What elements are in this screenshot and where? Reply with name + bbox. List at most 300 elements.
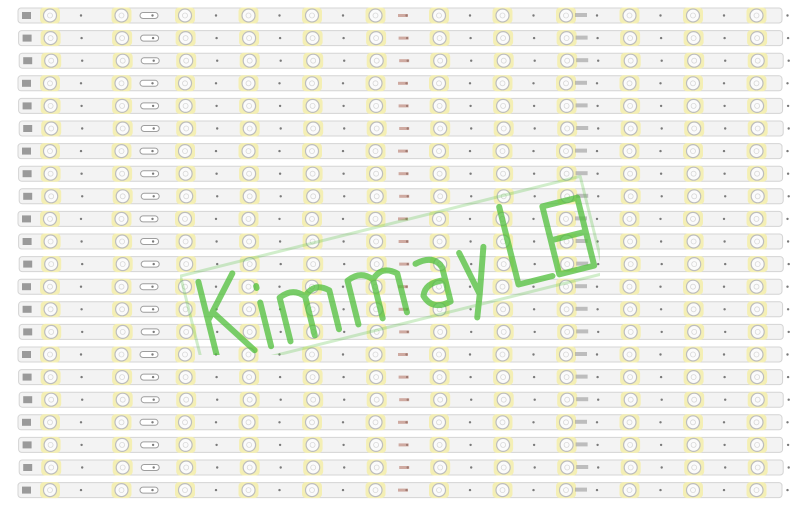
- mounting-hole: [141, 329, 159, 335]
- led-lens: [179, 303, 192, 316]
- led-lens: [688, 54, 701, 67]
- mounting-hole: [140, 419, 158, 425]
- print-mark: [576, 194, 588, 198]
- led-lens: [751, 235, 764, 248]
- led-lens: [434, 190, 447, 203]
- mounting-hole: [141, 58, 159, 64]
- component-dot: [215, 105, 217, 107]
- component-dot: [723, 421, 725, 423]
- led-lens: [561, 461, 574, 474]
- led-lens: [623, 348, 636, 361]
- component-dot: [343, 127, 345, 129]
- component-dot: [151, 218, 153, 220]
- print-mark: [399, 466, 409, 469]
- component-dot: [279, 376, 281, 378]
- led-lens: [433, 99, 446, 112]
- print-mark: [399, 376, 409, 379]
- print-mark: [398, 217, 408, 220]
- led-lens: [560, 438, 573, 451]
- component-dot: [597, 399, 599, 401]
- led-lens: [497, 371, 510, 384]
- led-lens: [688, 461, 701, 474]
- led-lens: [560, 167, 573, 180]
- led-lens: [180, 190, 193, 203]
- component-dot: [278, 14, 280, 16]
- component-dot: [532, 150, 534, 152]
- led-lens: [497, 122, 510, 135]
- component-dot: [534, 399, 536, 401]
- component-dot: [216, 399, 218, 401]
- led-lens: [750, 348, 763, 361]
- component-dot: [215, 218, 217, 220]
- led-lens: [45, 393, 58, 406]
- led-lens: [179, 99, 192, 112]
- print-mark: [576, 239, 588, 243]
- component-dot: [470, 331, 472, 333]
- component-dot: [532, 218, 534, 220]
- component-dot: [80, 489, 82, 491]
- led-lens: [560, 145, 573, 158]
- component-dot: [596, 489, 598, 491]
- component-dot: [152, 308, 154, 310]
- led-lens: [687, 484, 700, 497]
- component-dot: [469, 82, 471, 84]
- led-lens: [624, 32, 637, 45]
- print-mark: [576, 307, 588, 311]
- component-dot: [788, 263, 790, 265]
- component-dot: [342, 240, 344, 242]
- led-lens: [560, 212, 573, 225]
- component-dot: [80, 105, 82, 107]
- component-dot: [278, 353, 280, 355]
- strip-connector: [23, 170, 32, 177]
- led-lens: [370, 325, 383, 338]
- led-lens: [751, 393, 764, 406]
- led-lens: [751, 461, 764, 474]
- component-dot: [786, 218, 788, 220]
- led-lens: [624, 258, 637, 271]
- mounting-hole: [141, 442, 159, 448]
- component-dot: [723, 150, 725, 152]
- led-lens: [497, 190, 510, 203]
- component-dot: [342, 444, 344, 446]
- component-dot: [81, 195, 83, 197]
- led-lens: [243, 54, 256, 67]
- led-lens: [44, 32, 57, 45]
- led-lens: [370, 167, 383, 180]
- mounting-hole: [140, 148, 158, 154]
- led-lens: [434, 461, 447, 474]
- component-dot: [153, 60, 155, 62]
- led-lens: [624, 438, 637, 451]
- component-dot: [532, 14, 534, 16]
- component-dot: [470, 60, 472, 62]
- component-dot: [81, 263, 83, 265]
- led-lens: [561, 393, 574, 406]
- led-lens: [560, 303, 573, 316]
- component-dot: [786, 150, 788, 152]
- led-lens: [242, 212, 255, 225]
- component-dot: [342, 105, 344, 107]
- component-dot: [788, 127, 790, 129]
- component-dot: [534, 263, 536, 265]
- led-lens: [433, 280, 446, 293]
- component-dot: [151, 421, 153, 423]
- led-lens: [242, 348, 255, 361]
- component-dot: [469, 105, 471, 107]
- led-lens: [751, 371, 764, 384]
- component-dot: [81, 127, 83, 129]
- led-lens: [179, 416, 192, 429]
- strip-connector: [23, 35, 32, 42]
- component-dot: [724, 127, 726, 129]
- component-dot: [596, 376, 598, 378]
- print-mark: [398, 353, 408, 356]
- component-dot: [596, 240, 598, 242]
- led-lens: [179, 167, 192, 180]
- component-dot: [279, 173, 281, 175]
- led-strip: [19, 369, 800, 385]
- component-dot: [279, 444, 281, 446]
- led-lens: [115, 416, 128, 429]
- led-lens: [179, 9, 192, 22]
- component-dot: [80, 150, 82, 152]
- led-lens: [180, 393, 193, 406]
- component-dot: [469, 37, 471, 39]
- component-dot: [80, 240, 82, 242]
- led-lens: [497, 325, 510, 338]
- component-dot: [215, 444, 217, 446]
- led-lens: [560, 32, 573, 45]
- led-lens: [306, 484, 319, 497]
- component-dot: [343, 60, 345, 62]
- print-mark: [399, 330, 409, 333]
- component-dot: [469, 421, 471, 423]
- print-mark: [576, 465, 588, 469]
- mounting-hole: [140, 352, 158, 358]
- led-lens: [750, 9, 763, 22]
- component-dot: [280, 331, 282, 333]
- led-lens: [433, 77, 446, 90]
- strip-connector: [22, 148, 31, 155]
- component-dot: [215, 82, 217, 84]
- led-lens: [687, 235, 700, 248]
- component-dot: [660, 308, 662, 310]
- led-lens: [751, 99, 764, 112]
- component-dot: [533, 240, 535, 242]
- component-dot: [787, 308, 789, 310]
- component-dot: [660, 37, 662, 39]
- led-lens: [497, 438, 510, 451]
- component-dot: [151, 14, 153, 16]
- component-dot: [786, 286, 788, 288]
- component-dot: [278, 82, 280, 84]
- led-lens: [180, 325, 193, 338]
- component-dot: [534, 331, 536, 333]
- component-dot: [470, 195, 472, 197]
- component-dot: [534, 195, 536, 197]
- led-lens: [687, 371, 700, 384]
- led-strip: [19, 121, 800, 137]
- led-lens: [307, 461, 320, 474]
- led-lens: [44, 416, 57, 429]
- component-dot: [786, 14, 788, 16]
- led-lens: [433, 303, 446, 316]
- component-dot: [216, 195, 218, 197]
- led-strip: [19, 437, 800, 453]
- led-lens: [243, 190, 256, 203]
- component-dot: [661, 466, 663, 468]
- led-lens: [623, 145, 636, 158]
- led-lens: [369, 416, 382, 429]
- led-lens: [369, 280, 382, 293]
- component-dot: [215, 37, 217, 39]
- component-dot: [470, 127, 472, 129]
- strip-connector: [22, 351, 31, 358]
- mounting-hole: [141, 35, 159, 41]
- led-lens: [370, 303, 383, 316]
- led-lens: [306, 348, 319, 361]
- strip-connector: [23, 464, 32, 471]
- led-lens: [624, 393, 637, 406]
- led-strip: [18, 75, 800, 91]
- led-strip: [19, 98, 800, 114]
- component-dot: [280, 60, 282, 62]
- component-dot: [660, 240, 662, 242]
- led-lens: [306, 77, 319, 90]
- mounting-hole: [141, 193, 159, 199]
- component-dot: [723, 82, 725, 84]
- print-mark: [399, 37, 409, 40]
- led-lens: [434, 325, 447, 338]
- led-lens: [306, 9, 319, 22]
- led-lens: [624, 371, 637, 384]
- led-lens: [370, 54, 383, 67]
- led-lens: [750, 416, 763, 429]
- component-dot: [660, 105, 662, 107]
- led-lens: [115, 9, 128, 22]
- led-lens: [623, 416, 636, 429]
- led-lens: [497, 393, 510, 406]
- led-lens: [623, 280, 636, 293]
- component-dot: [342, 353, 344, 355]
- led-lens: [624, 190, 637, 203]
- strip-connector: [22, 215, 31, 222]
- component-dot: [343, 466, 345, 468]
- led-lens: [496, 416, 509, 429]
- led-lens: [116, 54, 129, 67]
- component-dot: [723, 105, 725, 107]
- component-dot: [533, 37, 535, 39]
- mounting-hole: [141, 465, 159, 471]
- led-lens: [370, 122, 383, 135]
- led-lens: [243, 438, 256, 451]
- component-dot: [279, 240, 281, 242]
- led-lens: [242, 416, 255, 429]
- print-mark: [399, 263, 409, 266]
- led-lens: [687, 145, 700, 158]
- component-dot: [660, 444, 662, 446]
- led-lens: [561, 122, 574, 135]
- component-dot: [724, 195, 726, 197]
- mounting-hole: [141, 306, 159, 312]
- led-lens: [624, 99, 637, 112]
- led-lens: [44, 371, 57, 384]
- component-dot: [532, 421, 534, 423]
- print-mark: [399, 104, 409, 107]
- led-lens: [687, 438, 700, 451]
- led-lens: [180, 461, 193, 474]
- component-dot: [532, 489, 534, 491]
- component-dot: [152, 444, 154, 446]
- led-lens: [115, 348, 128, 361]
- component-dot: [342, 489, 344, 491]
- component-dot: [596, 353, 598, 355]
- led-lens: [370, 461, 383, 474]
- component-dot: [724, 466, 726, 468]
- led-lens: [242, 77, 255, 90]
- led-lens: [687, 280, 700, 293]
- led-strip: [19, 166, 800, 182]
- component-dot: [723, 353, 725, 355]
- led-lens: [116, 325, 129, 338]
- component-dot: [659, 218, 661, 220]
- led-lens: [434, 393, 447, 406]
- component-dot: [787, 240, 789, 242]
- led-lens: [306, 99, 319, 112]
- led-lens: [433, 235, 446, 248]
- component-dot: [659, 82, 661, 84]
- component-dot: [151, 82, 153, 84]
- led-lens: [560, 235, 573, 248]
- led-lens: [624, 303, 637, 316]
- led-lens: [433, 484, 446, 497]
- led-lens: [370, 99, 383, 112]
- component-dot: [597, 263, 599, 265]
- led-strip: [19, 256, 800, 272]
- print-mark: [576, 397, 588, 401]
- component-dot: [81, 331, 83, 333]
- component-dot: [280, 127, 282, 129]
- component-dot: [786, 82, 788, 84]
- mounting-hole: [140, 284, 158, 290]
- led-lens: [44, 303, 57, 316]
- led-lens: [179, 212, 192, 225]
- led-lens: [306, 438, 319, 451]
- led-lens: [560, 371, 573, 384]
- led-strip: [19, 460, 800, 476]
- component-dot: [533, 105, 535, 107]
- led-lens: [750, 280, 763, 293]
- led-lens: [243, 99, 256, 112]
- component-dot: [661, 331, 663, 333]
- component-dot: [469, 173, 471, 175]
- led-lens: [561, 325, 574, 338]
- led-lens: [497, 258, 510, 271]
- led-lens: [623, 77, 636, 90]
- print-mark: [576, 36, 588, 40]
- led-lens: [116, 461, 129, 474]
- component-dot: [153, 263, 155, 265]
- led-lens: [433, 438, 446, 451]
- component-dot: [215, 286, 217, 288]
- led-lens: [687, 32, 700, 45]
- led-lens: [115, 145, 128, 158]
- strip-connector: [23, 57, 32, 64]
- component-dot: [342, 173, 344, 175]
- led-lens: [370, 32, 383, 45]
- component-dot: [80, 286, 82, 288]
- mounting-hole: [140, 13, 158, 19]
- led-lens: [561, 54, 574, 67]
- led-lens: [688, 258, 701, 271]
- strip-connector: [23, 306, 32, 313]
- component-dot: [787, 376, 789, 378]
- print-mark: [399, 195, 409, 198]
- led-lens: [433, 32, 446, 45]
- led-lens: [307, 122, 320, 135]
- component-dot: [723, 286, 725, 288]
- led-lens: [243, 122, 256, 135]
- led-lens: [751, 258, 764, 271]
- component-dot: [659, 489, 661, 491]
- component-dot: [788, 399, 790, 401]
- component-dot: [470, 466, 472, 468]
- strip-connector: [22, 419, 31, 426]
- component-dot: [660, 376, 662, 378]
- led-lens: [116, 438, 129, 451]
- mounting-hole: [141, 126, 159, 132]
- led-lens: [306, 167, 319, 180]
- component-dot: [534, 127, 536, 129]
- print-mark: [398, 285, 408, 288]
- print-mark: [575, 284, 587, 288]
- led-lens: [433, 145, 446, 158]
- led-lens: [369, 348, 382, 361]
- led-lens: [497, 461, 510, 474]
- component-dot: [80, 173, 82, 175]
- component-dot: [786, 489, 788, 491]
- led-lens: [560, 280, 573, 293]
- component-dot: [534, 60, 536, 62]
- led-lens: [116, 393, 129, 406]
- led-lens: [751, 167, 764, 180]
- component-dot: [787, 105, 789, 107]
- led-strip: [19, 324, 800, 340]
- mounting-hole: [141, 397, 159, 403]
- print-mark: [576, 375, 588, 379]
- component-dot: [342, 218, 344, 220]
- component-dot: [723, 489, 725, 491]
- print-mark: [399, 172, 409, 175]
- component-dot: [533, 444, 535, 446]
- led-lens: [433, 212, 446, 225]
- component-dot: [343, 399, 345, 401]
- component-dot: [278, 489, 280, 491]
- component-dot: [597, 127, 599, 129]
- component-dot: [659, 14, 661, 16]
- led-lens: [180, 122, 193, 135]
- component-dot: [724, 60, 726, 62]
- component-dot: [280, 195, 282, 197]
- component-dot: [596, 173, 598, 175]
- led-lens: [179, 484, 192, 497]
- led-lens: [561, 258, 574, 271]
- component-dot: [80, 444, 82, 446]
- led-lens: [243, 371, 256, 384]
- led-lens: [687, 77, 700, 90]
- component-dot: [596, 82, 598, 84]
